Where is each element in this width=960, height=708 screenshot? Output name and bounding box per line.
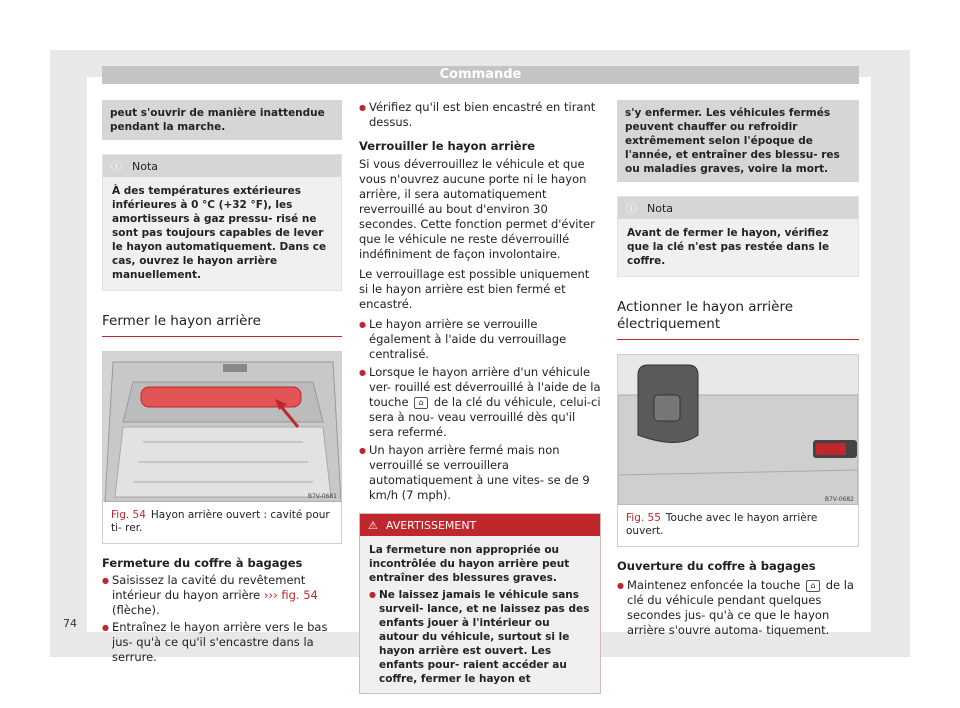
section-heading: Actionner le hayon arrière électriquement — [617, 299, 859, 340]
figure-caption-text: Hayon arrière ouvert : cavité pour ti- rer. — [111, 509, 330, 534]
column-2 — [359, 100, 601, 694]
list-item: ● Entraînez le hayon arrière vers le bas jus- qu'à ce qu'il s'encastre dans la serrure. — [102, 620, 342, 665]
sub-heading: Ouverture du coffre à bagages — [617, 559, 816, 573]
figure-caption — [618, 505, 858, 546]
column-1 — [102, 100, 342, 665]
note-box — [102, 154, 342, 291]
list-item: ● Lorsque le hayon arrière d'un véhicule ver- rouillé est déverrouillé à l'aide de la touche ⌂ de la clé du véhicule, celui-ci sera à nou- veau verrouillé dès qu'il sera refermé. — [359, 365, 601, 440]
figure-caption — [103, 502, 341, 543]
figure-55-image — [618, 355, 858, 505]
tailgate-illustration — [103, 352, 341, 502]
note-body: À des températures extérieures inférieures à 0 °C (+32 °F), les amortisseurs à gaz pressu- risé ne sont pas toujours capables de lever le hayon automatiquement. Dans ce cas, ouvrez le hayon arrière manuellement. — [112, 185, 327, 281]
column-3 — [617, 100, 859, 638]
key-trunk-icon: ⌂ — [806, 580, 820, 592]
key-unlock-icon: ⌂ — [414, 397, 428, 409]
section-header: Commande — [102, 66, 859, 84]
figure-code: B7V-0682 — [824, 496, 854, 503]
list-item: ● Maintenez enfoncée la touche ⌂ de la clé du véhicule pendant quelques secondes jus- qu'à ce que le hayon arrière s'ouvre automa- tiquement. — [617, 578, 859, 638]
figure-code: B7V-0681 — [307, 493, 337, 500]
figure-55 — [617, 354, 859, 547]
section-heading: Fermer le hayon arrière — [102, 313, 342, 337]
figure-label: Fig. 54 — [111, 509, 146, 521]
list-item: ● Vérifiez qu'il est bien encastré en tirant dessus. — [359, 100, 601, 130]
warning-icon: ⚠ — [368, 518, 378, 532]
info-icon: ⓘ — [111, 160, 122, 173]
figure-54-image — [103, 352, 341, 502]
paragraph: Si vous déverrouillez le véhicule et que vous n'ouvrez aucune porte ni le hayon arrière, il sera automatiquement reverrouillé au bout d'environ 30 secondes. Cette fonction permet d'éviter que le véhicule ne reste déverrouillé indéfiniment de façon involontaire. — [359, 157, 595, 261]
carryover-warning-text: s'y enfermer. Les véhicules fermés peuvent chauffer ou refroidir extrêmement selon l'époque de l'année, et entraîner des blessu- res ou maladies graves, voire la mort. — [617, 100, 859, 182]
warning-list-item: ● Ne laissez jamais le véhicule sans surveil- lance, et ne laissez pas des enfants jouer à l'intérieur ou autour du véhicule, surtout si le hayon arrière est ouvert. Les enfants pour- raient accéder au coffre, fermer le hayon et — [369, 588, 591, 686]
info-icon: ⓘ — [626, 202, 637, 215]
figure-54 — [102, 351, 342, 544]
paragraph: Le verrouillage est possible uniquement si le hayon arrière est bien fermé et encastré. — [359, 267, 590, 311]
list-item: ● Saisissez la cavité du revêtement intérieur du hayon arrière ››› fig. 54 (flèche). — [102, 573, 342, 618]
note-label: Nota — [132, 159, 159, 173]
warning-box — [359, 513, 601, 694]
note-box — [617, 196, 859, 277]
page-number: 74 — [63, 617, 77, 630]
note-label: Nota — [647, 201, 674, 215]
figure-reference-link[interactable]: ››› fig. 54 — [263, 588, 318, 602]
warning-label: AVERTISSEMENT — [385, 518, 477, 532]
warning-text: La fermeture non appropriée ou incontrôlée du hayon arrière peut entraîner des blessures graves. — [369, 544, 570, 584]
figure-caption-text: Touche avec le hayon arrière ouvert. — [626, 512, 818, 537]
sub-heading: Fermeture du coffre à bagages — [102, 556, 303, 570]
list-item: ● Le hayon arrière se verrouille également à l'aide du verrouillage centralisé. — [359, 317, 601, 362]
carryover-warning-text: peut s'ouvrir de manière inattendue pendant la marche. — [102, 100, 342, 140]
list-item: ● Un hayon arrière fermé mais non verrouillé se verrouillera automatiquement à une vites- se de 9 km/h (7 mph). — [359, 443, 601, 503]
sub-heading: Verrouiller le hayon arrière — [359, 139, 536, 153]
trunk-button-illustration — [618, 355, 858, 505]
note-body: Avant de fermer le hayon, vérifiez que la clé n'est pas restée dans le coffre. — [627, 227, 830, 267]
figure-label: Fig. 55 — [626, 512, 661, 524]
